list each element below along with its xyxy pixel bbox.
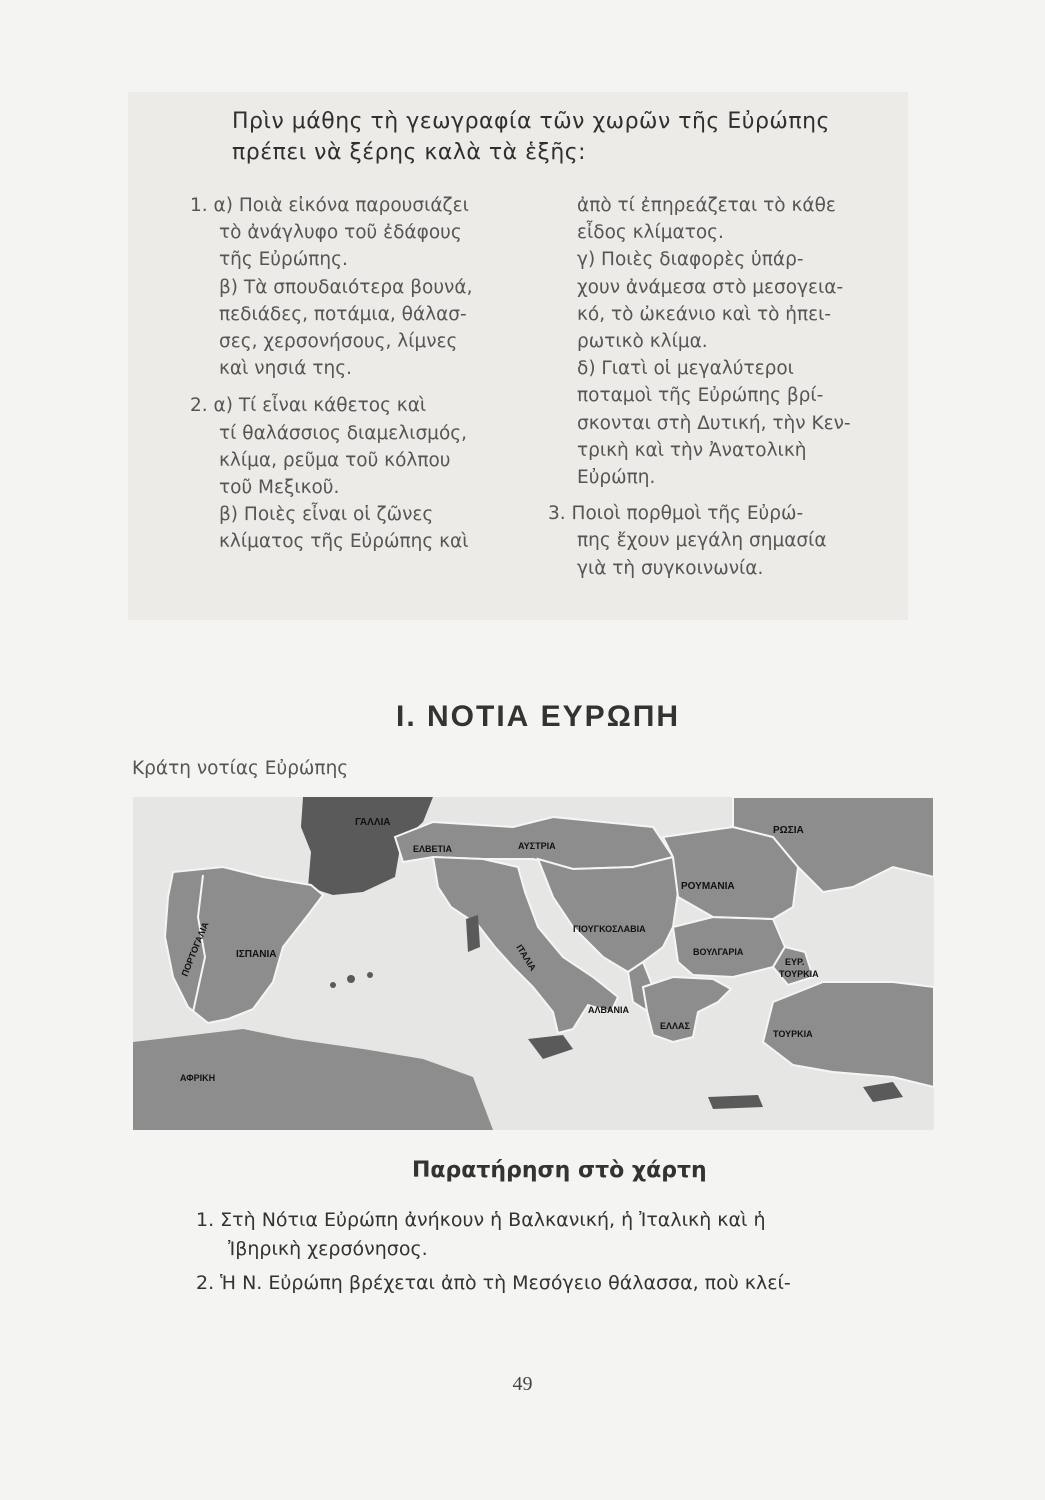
question-line: τῆς Εὐρώπης. — [219, 249, 348, 271]
question-line: ποταμοὶ τῆς Εὐρώπης βρί- — [577, 385, 824, 407]
map-label-spain: ΙΣΠΑΝΙΑ — [236, 949, 277, 960]
questions-left-column — [190, 192, 520, 556]
map-balearic-island — [330, 982, 336, 988]
map-label-european-turkey-abbr: ΕΥΡ. — [785, 957, 805, 967]
map-label-yugoslavia: ΓΙΟΥΓΚΟΣΛΑΒΙΑ — [573, 924, 646, 934]
map-crete — [708, 1095, 763, 1109]
map-label-italy: ΙΤΑΛΙΑ — [514, 942, 539, 973]
map-label-bulgaria: ΒΟΥΛΓΑΡΙΑ — [693, 947, 744, 957]
map-label-africa: ΑΦΡΙΚΗ — [180, 1073, 216, 1083]
question-line: γιὰ τὴ συγκοινωνία. — [577, 557, 764, 579]
map-label-switzerland: ΕΛΒΕΤΙΑ — [413, 844, 453, 854]
question-line: εἶδος κλίματος. — [577, 222, 724, 244]
southern-europe-map — [133, 797, 934, 1130]
question-line: ἀπὸ τί ἐπηρεάζεται τὸ κάθε — [577, 195, 836, 216]
question-line: καὶ νησιά της. — [219, 358, 352, 380]
question-line: σες, χερσονήσους, λίμνες — [219, 331, 458, 353]
question-line: χουν ἀνάμεσα στὸ μεσογεια- — [577, 276, 844, 298]
question-line: κλίματος τῆς Εὐρώπης καὶ — [219, 531, 469, 553]
intro-text — [232, 106, 872, 168]
map-caption: Κράτη νοτίας Εὐρώπης — [132, 758, 349, 779]
question-line: πης ἔχουν μεγάλη σημασία — [577, 530, 827, 552]
intro-line-1: Πρὶν μάθης τὴ γεωγραφία τῶν χωρῶν τῆς Εὐρώπης — [232, 109, 830, 134]
question-line: κλίμα, ρεῦμα τοῦ κόλπου — [219, 449, 451, 471]
question-line: τὸ ἀνάγλυφο τοῦ ἐδάφους — [219, 222, 462, 244]
question-line: πεδιάδες, ποτάμια, θάλασ- — [219, 303, 467, 325]
observation-title: Παρατήρηση στὸ χάρτη — [412, 1158, 707, 1183]
question-line: Εὐρώπη. — [577, 467, 656, 489]
question-line: ρωτικὸ κλίμα. — [577, 331, 708, 353]
map-label-austria: ΑΥΣΤΡΙΑ — [518, 841, 556, 851]
question-line: κό, τὸ ὠκεάνιο καὶ τὸ ἠπει- — [577, 303, 832, 325]
map-label-france: ΓΑΛΛΙΑ — [355, 817, 391, 828]
map-balearic-island — [367, 972, 373, 978]
map-label-albania: ΑΛΒΑΝΙΑ — [588, 1005, 630, 1015]
question-line: τοῦ Μεξικοῦ. — [219, 477, 340, 499]
map-balearic-island — [347, 975, 355, 983]
question-line: δ) Γιατὶ οἱ μεγαλύτεροι — [577, 358, 794, 380]
questions-right-column — [548, 192, 888, 582]
map-label-portugal: ΠΟΡΤΟΓΑΛΙΑ — [179, 920, 211, 978]
question-line: τί θαλάσσιος διαμελισμός, — [219, 422, 468, 444]
question-line: τρικὴ καὶ τὴν Ἀνατολικὴ — [577, 439, 807, 461]
page-number: 49 — [512, 1373, 533, 1395]
map-label-russia: ΡΩΣΙΑ — [773, 825, 804, 836]
observation-line: Ἰβηρικὴ χερσόνησος. — [228, 1238, 428, 1260]
map-label-turkey: ΤΟΥΡΚΙΑ — [773, 1029, 813, 1039]
map-label-european-turkey: ΤΟΥΡΚΙΑ — [779, 969, 819, 979]
question-line: 1. α) Ποιὰ εἰκόνα παρουσιάζει — [190, 195, 469, 216]
question-line: β) Ποιὲς εἶναι οἱ ζῶνες — [219, 504, 434, 526]
question-line: σκονται στὴ Δυτική, τὴν Κεν- — [577, 412, 851, 434]
chapter-title: I. ΝΟΤΙΑ ΕΥΡΩΠΗ — [396, 700, 681, 733]
question-line: 3. Ποιοὶ πορθμοὶ τῆς Εὐρώ- — [548, 503, 804, 525]
observation-text — [196, 1206, 896, 1298]
map-sardinia — [466, 915, 480, 952]
map-label-romania: ΡΟΥΜΑΝΙΑ — [681, 881, 735, 892]
observation-line: 1. Στὴ Νότια Εὐρώπη ἀνήκουν ἡ Βαλκανική, ἡ Ἰταλικὴ καὶ ἡ — [196, 1209, 766, 1231]
map-label-greece: ΕΛΛΑΣ — [660, 1021, 690, 1031]
question-line: 2. α) Τί εἶναι κάθετος καὶ — [190, 395, 427, 417]
observation-line: 2. Ἡ Ν. Εὐρώπη βρέχεται ἀπὸ τὴ Μεσόγειο θάλασσα, ποὺ κλεί- — [196, 1272, 791, 1294]
intro-line-2: πρέπει νὰ ξέρης καλὰ τὰ ἑξῆς: — [232, 140, 587, 165]
question-line: γ) Ποιὲς διαφορὲς ὑπάρ- — [577, 249, 804, 271]
question-line: β) Τὰ σπουδαιότερα βουνά, — [219, 276, 473, 298]
